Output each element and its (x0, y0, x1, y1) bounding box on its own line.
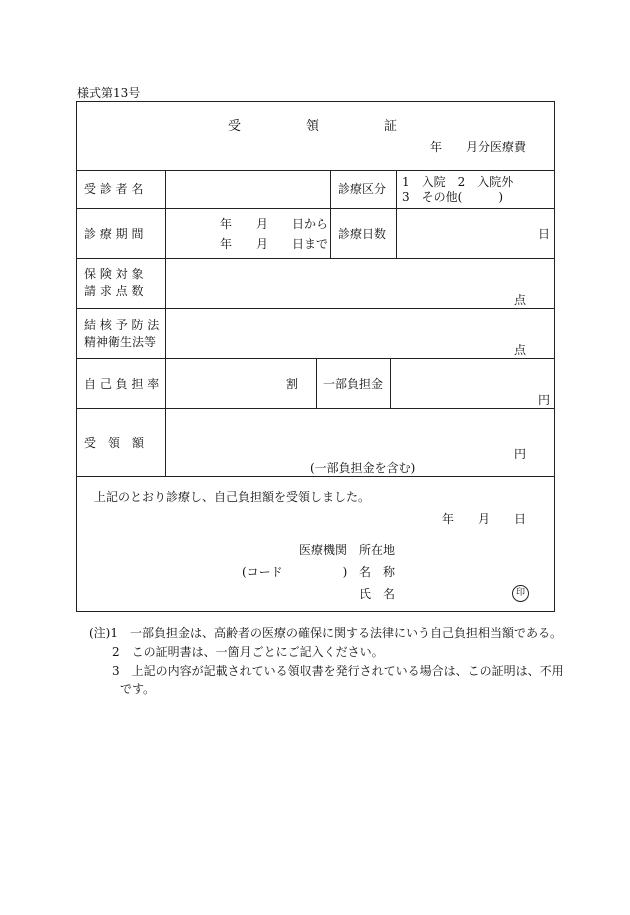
month-line: 年 月分医療費 (430, 140, 527, 154)
rule-mid-column (330, 170, 331, 258)
partial-unit: 円 (538, 393, 551, 407)
period-label: 診 療 期 間 (84, 227, 144, 241)
note-2: 2 この証明書は、一箇月ごとにご記入ください。 (112, 645, 384, 659)
rule-h7 (76, 476, 555, 477)
received-label: 受 領 額 (84, 436, 145, 450)
received-unit: 円 (514, 447, 527, 461)
rule-h3 (76, 258, 555, 259)
rule-h4 (76, 308, 555, 309)
insurance-label-line2: 請 求 点 数 (84, 284, 144, 298)
rule-partial-left (316, 358, 317, 408)
tb-label-line2: 精神衛生法等 (84, 335, 157, 349)
rule-partial-right (390, 358, 391, 408)
rule-h1 (76, 170, 555, 171)
category-label: 診療区分 (338, 182, 387, 196)
partial-label: 一部負担金 (323, 377, 384, 391)
insurance-unit: 点 (514, 293, 527, 307)
category-options-line2: 3 その他( ) (402, 190, 503, 204)
insurance-label-line1: 保 険 対 象 (84, 267, 144, 281)
category-options-line1: 1 入院 2 入院外 (402, 175, 514, 189)
burden-rate-unit: 割 (286, 377, 299, 391)
received-note: (一部負担金を含む) (310, 461, 416, 475)
rule-label-column (165, 170, 166, 476)
rule-h6 (76, 408, 555, 409)
tb-label-line1: 結 核 予 防 法 (84, 318, 160, 332)
statement: 上記のとおり診療し、自己負担額を受領しました。 (94, 490, 371, 504)
date-line: 年 月 日 (442, 512, 527, 526)
period-from: 年 月 日から (220, 217, 329, 231)
note-3: 3 上記の内容が記載されている領収書を発行されている場合は、この証明は、不用 (112, 664, 564, 678)
form-title: 受 領 証 (228, 119, 398, 134)
note-1: (注)1 一部負担金は、高齢者の医療の確保に関する法律にいう自己負担相当額である。 (89, 626, 563, 640)
days-label: 診療日数 (338, 227, 387, 241)
rule-h2 (76, 208, 555, 209)
institution-person: 氏 名 (359, 587, 396, 601)
institution-code: (コード ) (242, 565, 348, 579)
patient-name-label: 受 診 者 名 (84, 182, 144, 196)
form-number: 様式第13号 (77, 86, 141, 100)
note-3-continued: です。 (120, 682, 156, 696)
burden-rate-label: 自 己 負 担 率 (84, 377, 160, 391)
days-unit: 日 (538, 227, 551, 241)
tb-unit: 点 (514, 343, 527, 357)
seal-mark: 印 (512, 585, 529, 602)
institution-name: 名 称 (359, 565, 396, 579)
rule-right-column (396, 170, 397, 258)
period-to: 年 月 日まで (220, 237, 329, 251)
institution-address: 医療機関 所在地 (299, 543, 396, 557)
